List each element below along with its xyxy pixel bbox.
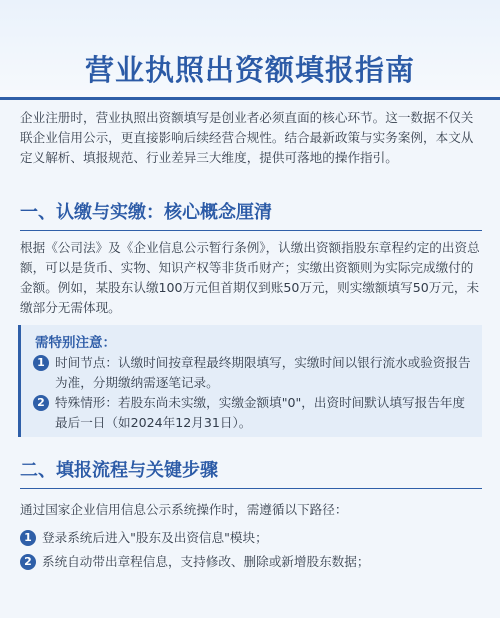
section-heading-2: 二、填报流程与关键步骤	[20, 456, 482, 489]
number-badge: 1	[20, 530, 36, 546]
intro-paragraph: 企业注册时，营业执照出资额填写是创业者必须直面的核心环节。这一数据不仅关联企业信用公示，更直接影响后续经营合规性。结合最新政策与实务案例，本文从定义解析、填报规范、行业差异三大维度，提供可落地的操作指引。	[20, 110, 474, 165]
step-item-text: 登录系统后进入"股东及出资信息"模块；	[42, 530, 268, 545]
page-title: 营业执照出资额填报指南	[84, 53, 415, 87]
number-badge: 2	[20, 554, 36, 570]
notice-title: 需特别注意：	[35, 335, 116, 351]
title-banner	[0, 0, 500, 100]
notice-item-text: 时间节点：认缴时间按章程最终期限填写，实缴时间以银行流水或验资报告为准，分期缴纳需逐笔记录。	[55, 355, 471, 390]
notice-item-text: 特殊情形：若股东尚未实缴，实缴金额填"0"，出资时间默认填写报告年度最后一日（如2024年12月31日）。	[55, 395, 466, 430]
number-badge: 1	[33, 355, 49, 371]
notice-box	[18, 325, 482, 437]
section1-paragraph: 根据《公司法》及《企业信息公示暂行条例》，认缴出资额指股东章程约定的出资总额，可以是货币、实物、知识产权等非货币财产；实缴出资额则为实际完成缴付的金额。例如，某股东认缴100万元但首期仅到账50万元，则实缴额填写50万元，未缴部分无需体现。	[20, 240, 480, 315]
number-badge: 2	[33, 395, 49, 411]
section2-paragraph: 通过国家企业信用信息公示系统操作时，需遵循以下路径：	[20, 502, 348, 517]
step-item-text: 系统自动带出章程信息，支持修改、删除或新增股东数据；	[42, 554, 370, 569]
section-heading-1: 一、认缴与实缴：核心概念厘清	[20, 198, 482, 231]
